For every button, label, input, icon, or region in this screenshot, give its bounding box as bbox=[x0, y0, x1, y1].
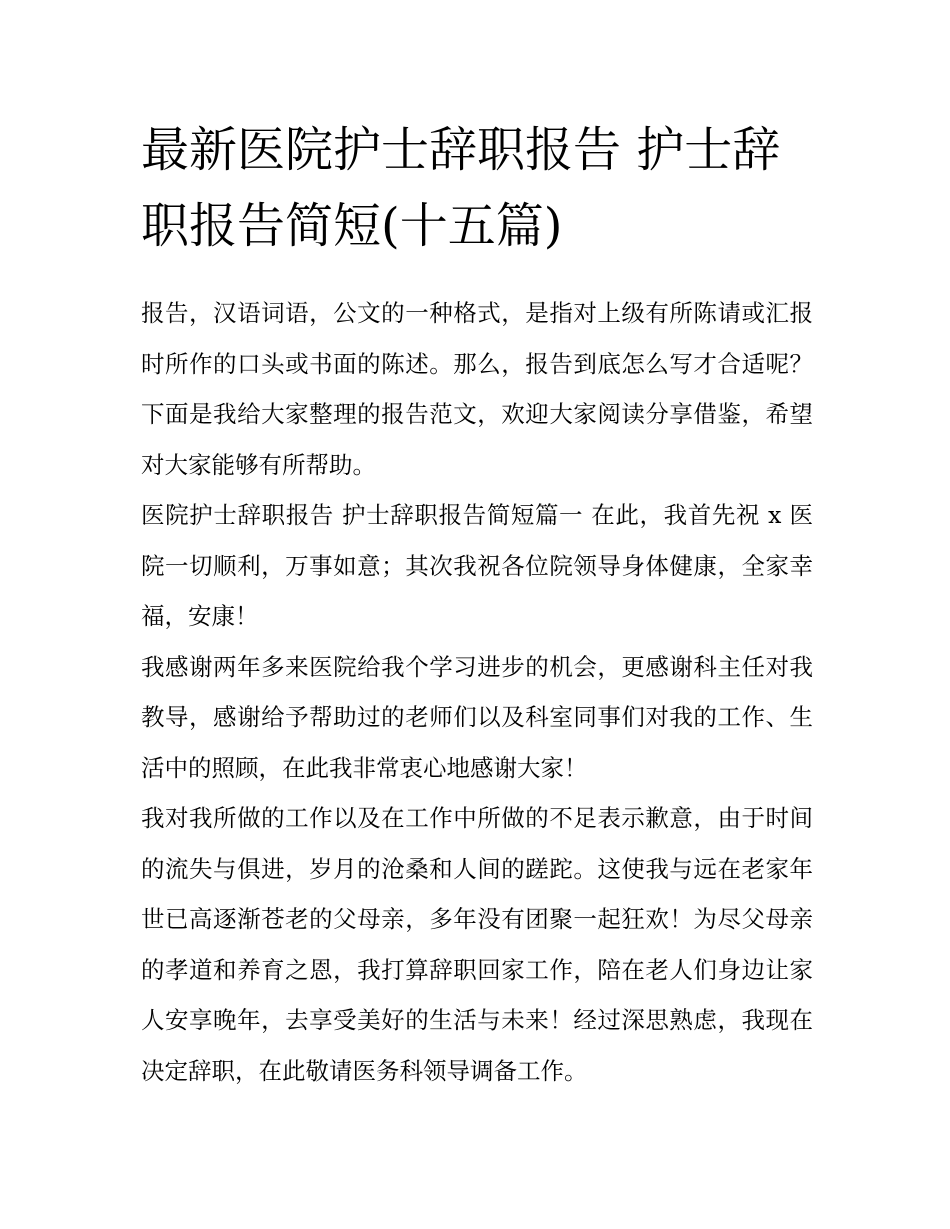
paragraph-greeting: 医院护士辞职报告 护士辞职报告简短篇一 在此，我首先祝 x 医院一切顺利，万事如意；其次我祝各位院领导身体健康，全家幸福，安康！ bbox=[141, 501, 813, 630]
document-title: 最新医院护士辞职报告 护士辞职报告简短(十五篇) bbox=[141, 122, 781, 254]
paragraph-resignation: 我对我所做的工作以及在工作中所做的不足表示歉意，由于时间的流失与俱进，岁月的沧桑和人间的蹉跎。这使我与远在老家年世已高逐渐苍老的父母亲，多年没有团聚一起狂欢！为尽父母亲的孝道和养育之恩，我打算辞职回家工作，陪在老人们身边让家人安享晚年，去享受美好的生活与未来！经过深思熟虑，我现在决定辞职，在此敬请医务科领导调备工作。 bbox=[141, 804, 813, 1085]
paragraph-intro: 报告，汉语词语，公文的一种格式，是指对上级有所陈请或汇报时所作的口头或书面的陈述。那么，报告到底怎么写才合适呢？下面是我给大家整理的报告范文，欢迎大家阅读分享借鉴，希望对大家能够有所帮助。 bbox=[141, 299, 813, 479]
paragraph-thanks: 我感谢两年多来医院给我个学习进步的机会，更感谢科主任对我教导，感谢给予帮助过的老师们以及科室同事们对我的工作、生活中的照顾，在此我非常衷心地感谢大家！ bbox=[141, 652, 813, 782]
document-content bbox=[141, 112, 813, 1096]
